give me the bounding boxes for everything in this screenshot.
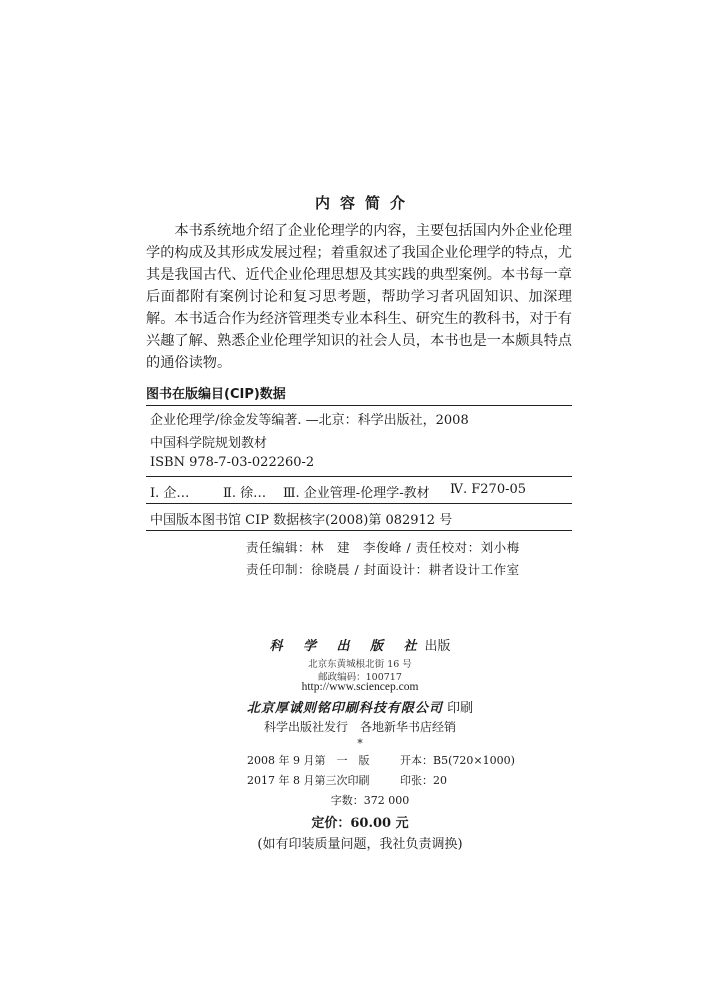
cip-series: 中国科学院规划教材 <box>150 436 268 451</box>
credits-editors: 责任编辑：林 建 李俊峰 / 责任校对：刘小梅 <box>246 540 520 555</box>
edition-sheets: 印张：20 <box>400 774 447 787</box>
edition-words: 字数：372 000 <box>330 794 410 807</box>
printer-line <box>0 697 720 716</box>
cip-rule-mid <box>146 476 572 477</box>
distributor: 科学出版社发行 各地新华书店经销 <box>263 720 456 734</box>
summary-paragraph-2: 本书适合作为经济管理类专业本科生、研究生的教科书，对于有兴趣了解、熟悉企业伦理学知识的社会人员，本书也是一本颇具特点的通俗读物。 <box>146 311 572 371</box>
edition-row-1 <box>247 752 515 768</box>
quality-notice: (如有印装质量问题，我社负责调换) <box>257 837 463 852</box>
publisher-suffix: 出版 <box>424 639 451 654</box>
publisher-address: 北京东黄城根北街 16 号 <box>308 659 412 670</box>
edition-reprint: 2017 年 8 月第三次印刷 <box>247 774 370 787</box>
credits-production: 责任印制：徐晓晨 / 封面设计：耕者设计工作室 <box>246 562 520 577</box>
cip-record-number: 中国版本图书馆 CIP 数据核字(2008)第 082912 号 <box>150 513 453 528</box>
price: 定价：60.00 元 <box>311 816 409 831</box>
cip-rule-bottom <box>146 530 572 531</box>
publisher-url: http://www.sciencep.com <box>301 681 419 693</box>
publisher-name: 科 学 出 版 社 <box>269 639 425 654</box>
edition-format: 开本：B5(720×1000) <box>400 754 515 767</box>
cip-rule-lower <box>146 503 572 504</box>
cip-isbn: ISBN 978-7-03-022260-2 <box>150 455 315 470</box>
edition-row-2 <box>247 772 507 788</box>
publisher-line <box>0 635 720 654</box>
separator-star: * <box>357 737 363 750</box>
printer-suffix: 印刷 <box>447 701 474 716</box>
classification-item-4: Ⅳ. F270-05 <box>450 482 527 497</box>
cip-rule-top <box>146 405 572 406</box>
summary-title: 内容简介 <box>314 194 415 212</box>
publisher-postcode: 邮政编码：100717 <box>318 672 402 683</box>
printer-name: 北京厚诚则铭印刷科技有限公司 <box>246 701 443 716</box>
classification-item-3: Ⅲ. 企业管理-伦理学-教材 <box>283 486 430 501</box>
cip-bibliographic: 企业伦理学/徐金发等编著. —北京：科学出版社，2008 <box>150 413 469 428</box>
edition-first: 2008 年 9 月第 一 版 <box>247 754 370 767</box>
classification-item-2: Ⅱ. 徐… <box>223 486 267 501</box>
cip-heading: 图书在版编目(CIP)数据 <box>146 387 286 402</box>
cip-classification <box>150 482 570 500</box>
summary-paragraph-1: 本书系统地介绍了企业伦理学的内容，主要包括国内外企业伦理学的构成及其形成发展过程；着重叙述了我国企业伦理学的特点，尤其是我国古代、近代企业伦理思想及其实践的典型案例。本书每一章后面都附有案例讨论和复习思考题，帮助学习者巩固知识、加深理解。 <box>146 223 572 327</box>
classification-item-1: Ⅰ. 企… <box>150 486 190 501</box>
